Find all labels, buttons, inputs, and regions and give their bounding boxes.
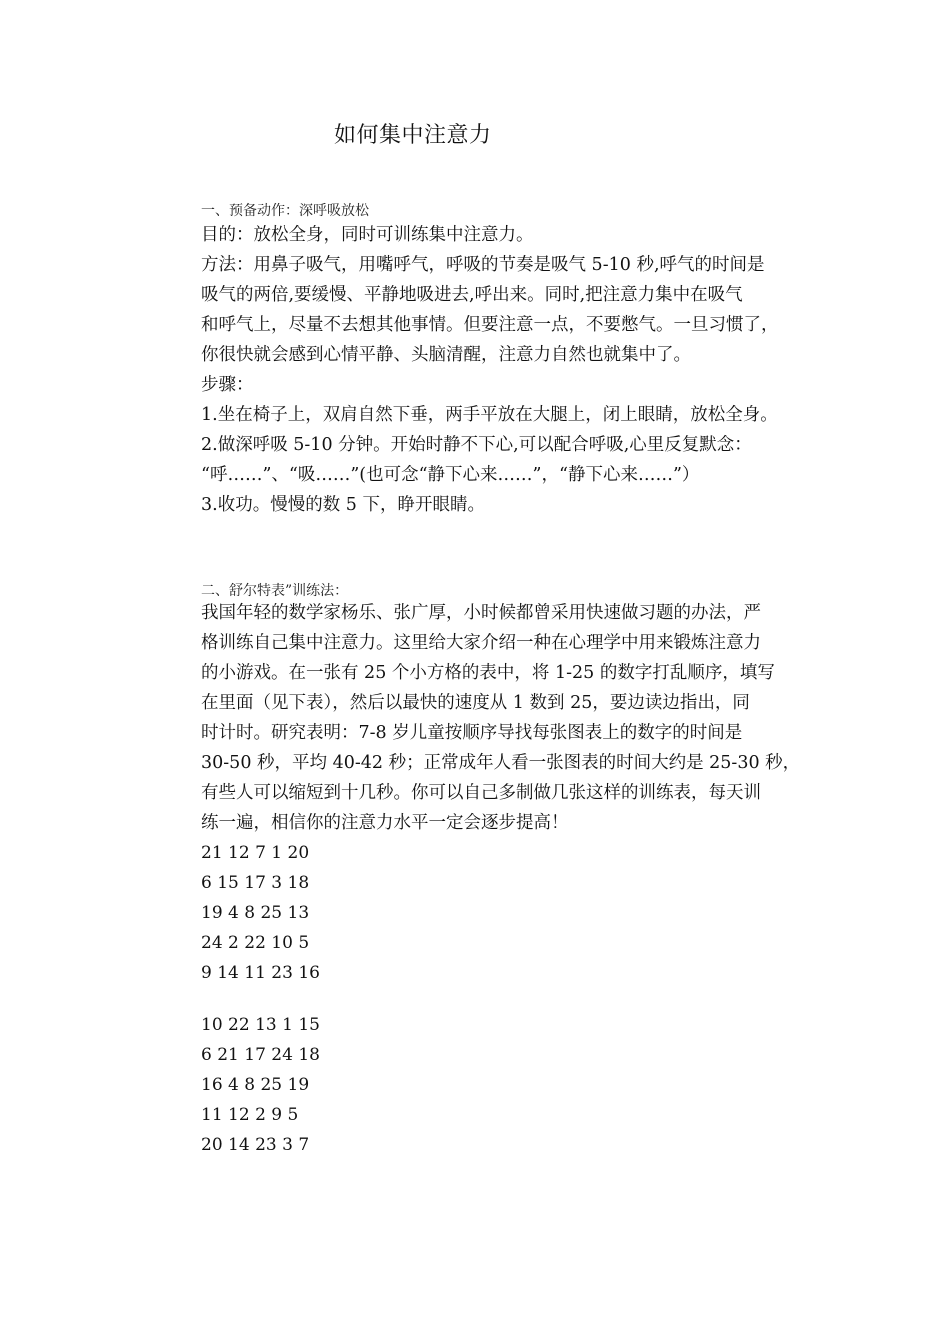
table-row: 24 2 22 10 5 <box>201 933 310 953</box>
table-row: 6 15 17 3 18 <box>201 873 310 893</box>
section-1-body <box>201 220 811 520</box>
section-1-line: 目的：放松全身，同时可训练集中注意力。 <box>201 225 534 245</box>
section-2-line: 格训练自己集中注意力。这里给大家介绍一种在心理学中用来锻炼注意力 <box>201 633 761 653</box>
section-2-line: 有些人可以缩短到十几秒。你可以自己多制做几张这样的训练表，每天训 <box>201 783 761 803</box>
section-1-line: 吸气的两倍,要缓慢、平静地吸进去,呼出来。同时,把注意力集中在吸气 <box>201 285 743 305</box>
section-2-line: 的小游戏。在一张有 25 个小方格的表中，将 1-25 的数字打乱顺序，填写 <box>201 663 775 683</box>
table-row: 20 14 23 3 7 <box>201 1135 310 1155</box>
section-2-line: 30-50 秒，平均 40-42 秒；正常成年人看一张图表的时间大约是 25-30 秒， <box>201 753 801 773</box>
section-1-line: “呼……”、“吸……”(也可念“静下心来……”，“静下心来……”） <box>201 465 700 485</box>
section-2-line: 练一遍，相信你的注意力水平一定会逐步提高！ <box>201 813 569 833</box>
page-title: 如何集中注意力 <box>334 123 492 148</box>
section-2-line: 我国年轻的数学家杨乐、张广厚，小时候都曾采用快速做习题的办法，严 <box>201 603 761 623</box>
section-1-line: 2.做深呼吸 5-10 分钟。开始时静不下心,可以配合呼吸,心里反复默念： <box>201 435 752 455</box>
section-2-heading: 二、舒尔特表”训练法： <box>201 583 349 599</box>
section-1-heading: 一、预备动作：深呼吸放松 <box>201 203 369 219</box>
section-2-line: 在里面（见下表），然后以最快的速度从 1 数到 25，要边读边指出，同 <box>201 693 750 713</box>
table-row: 19 4 8 25 13 <box>201 903 310 923</box>
table-row: 11 12 2 9 5 <box>201 1105 299 1125</box>
table-row: 10 22 13 1 15 <box>201 1015 320 1035</box>
section-2-line: 时计时。研究表明：7-8 岁儿童按顺序导找每张图表上的数字的时间是 <box>201 723 743 743</box>
table-row: 6 21 17 24 18 <box>201 1045 320 1065</box>
section-1-line: 你很快就会感到心情平静、头脑清醒，注意力自然也就集中了。 <box>201 345 691 365</box>
section-1-line: 3.收功。慢慢的数 5 下，睁开眼睛。 <box>201 495 485 515</box>
schulte-table-1 <box>201 838 320 988</box>
section-1-line: 方法：用鼻子吸气，用嘴呼气，呼吸的节奏是吸气 5-10 秒,呼气的时间是 <box>201 255 765 275</box>
section-1-line: 和呼气上，尽量不去想其他事情。但要注意一点，不要憋气。一旦习惯了， <box>201 315 779 335</box>
table-row: 9 14 11 23 16 <box>201 963 320 983</box>
section-2-body <box>201 598 811 838</box>
section-1-line: 步骤： <box>201 375 254 395</box>
table-row: 16 4 8 25 19 <box>201 1075 310 1095</box>
schulte-table-2 <box>201 1010 320 1160</box>
table-row: 21 12 7 1 20 <box>201 843 310 863</box>
section-1-line: 1.坐在椅子上，双肩自然下垂，两手平放在大腿上，闭上眼睛，放松全身。 <box>201 405 778 425</box>
